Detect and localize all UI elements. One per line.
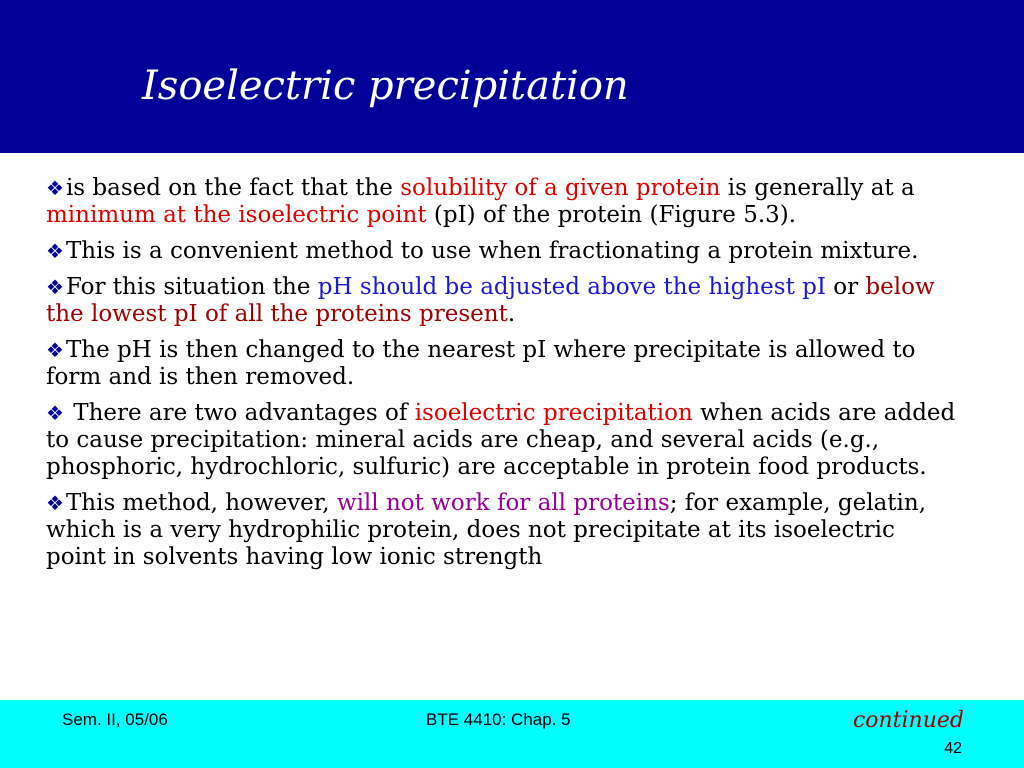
- bullet-item: [46, 274, 956, 328]
- diamond-bullet-icon: ❖: [46, 239, 64, 263]
- title-bar: [0, 0, 1024, 153]
- highlighted-text: solubility of a given protein: [400, 175, 721, 201]
- highlighted-text: will not work for all proteins: [336, 490, 670, 516]
- bullet-text: The pH is then changed to the nearest pI where precipitate is allowed to form and is then removed.: [46, 337, 916, 390]
- highlighted-text: pH should be adjusted above the highest pI: [317, 274, 826, 300]
- diamond-bullet-icon: ❖: [46, 275, 64, 299]
- bullet-text: This is a convenient method to use when fractionating a protein mixture.: [65, 238, 919, 264]
- bullet-text: is based on the fact that the: [65, 175, 401, 201]
- bullet-item: [46, 238, 956, 265]
- bullet-text: For this situation the: [65, 274, 318, 300]
- bullet-text: .: [507, 301, 516, 327]
- bullet-text: ; for example, gelatin, which is a very hydrophilic protein, does not precipitate at its isoelectric point in solvents having low ionic strength: [46, 490, 927, 570]
- bullet-text: is generally at a: [720, 175, 915, 201]
- bullet-item: [46, 337, 956, 391]
- footer-bar: [0, 700, 1024, 768]
- diamond-bullet-icon: ❖: [46, 491, 64, 515]
- bullet-text: There are two advantages of: [65, 400, 415, 426]
- bullet-item: [46, 490, 956, 571]
- slide-title: Isoelectric precipitation: [142, 63, 629, 109]
- continued-label: continued: [852, 708, 964, 733]
- slide-body: [46, 175, 956, 580]
- diamond-bullet-icon: ❖: [46, 176, 64, 200]
- bullet-item: [46, 400, 956, 481]
- bullet-text: (pI) of the protein (Figure 5.3).: [426, 202, 797, 228]
- highlighted-text: minimum at the isoelectric point: [46, 202, 427, 228]
- highlighted-text: isoelectric precipitation: [414, 400, 693, 426]
- highlighted-text: below the lowest pI of all the proteins present: [46, 274, 935, 327]
- bullet-text: This method, however,: [65, 490, 337, 516]
- footer-semester: Sem. II, 05/06: [62, 710, 168, 729]
- bullet-text: when acids are added to cause precipitation: mineral acids are cheap, and several acids (e.g., phosphoric, hydrochloric, sulfuric) are acceptable in protein food products.: [46, 400, 956, 480]
- diamond-bullet-icon: ❖: [46, 338, 64, 362]
- bullet-item: [46, 175, 956, 229]
- diamond-bullet-icon: ❖: [46, 401, 64, 425]
- bullet-text: or: [825, 274, 866, 300]
- footer-course: BTE 4410: Chap. 5: [426, 710, 571, 729]
- page-number: 42: [944, 740, 962, 757]
